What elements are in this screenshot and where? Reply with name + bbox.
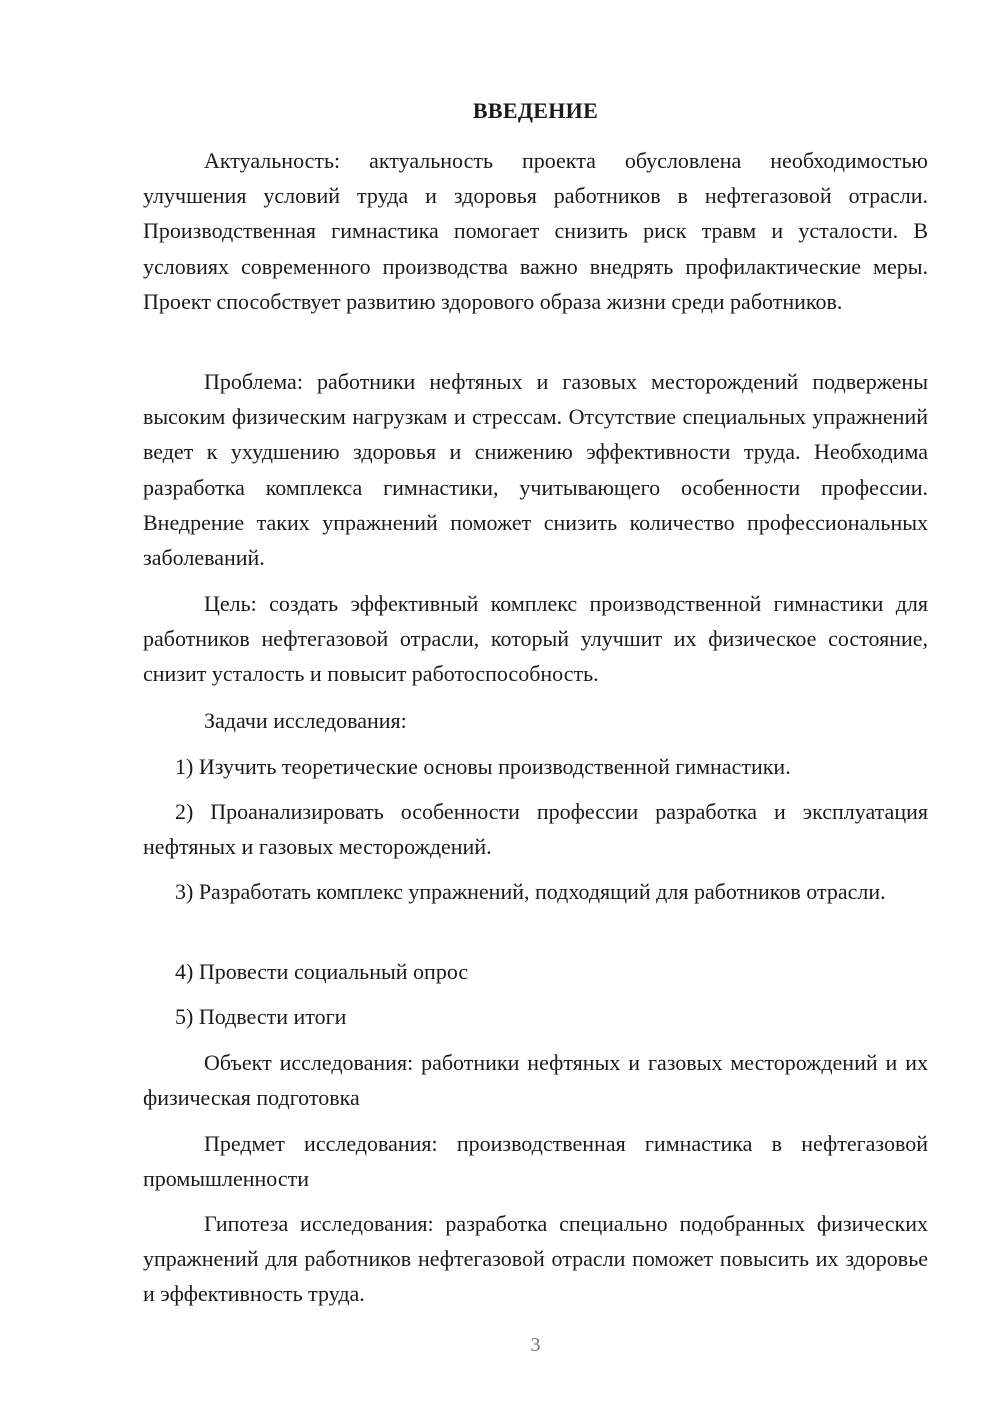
task-item-1: 1) Изучить теоретические основы производственной гимнастики. bbox=[175, 754, 791, 779]
paragraph-subject: Предмет исследования: производственная гимнастика в нефтегазовой промышленности bbox=[143, 1131, 928, 1192]
task-item-5: 5) Подвести итоги bbox=[175, 1004, 347, 1029]
page-number: 3 bbox=[530, 1334, 541, 1356]
task-item-4: 4) Провести социальный опрос bbox=[175, 959, 469, 984]
paragraph-hypothesis: Гипотеза исследования: разработка специально подобранных физических упражнений для работников нефтегазовой отрасли поможет повысить их здоровье и эффективность труда. bbox=[143, 1211, 928, 1307]
paragraph-object: Объект исследования: работники нефтяных и газовых месторождений и их физическая подготовка bbox=[143, 1050, 928, 1111]
page-title: ВВЕДЕНИЕ bbox=[472, 98, 599, 123]
paragraph-goal: Цель: создать эффективный комплекс производственной гимнастики для работников нефтегазовой отрасли, который улучшит их физическое состояние, снизит усталость и повысит работоспособность. bbox=[143, 591, 928, 687]
paragraph-problem: Проблема: работники нефтяных и газовых месторождений подвержены высоким физическим нагрузкам и стрессам. Отсутствие специальных упражнений ведет к ухудшению здоровья и снижению эффективности труда. Необходима разработка комплекса гимнастики, учитывающего особенности профессии. Внедрение таких упражнений поможет снизить количество профессиональных заболеваний. bbox=[143, 369, 928, 571]
paragraph-relevance: Актуальность: актуальность проекта обусловлена необходимостью улучшения условий труда и здоровья работников в нефтегазовой отрасли. Производственная гимнастика помогает снизить риск травм и усталости. В условиях современного производства важно внедрять профилактические меры. Проект способствует развитию здорового образа жизни среди работников. bbox=[143, 148, 928, 314]
task-item-3: 3) Разработать комплекс упражнений, подходящий для работников отрасли. bbox=[175, 879, 886, 904]
paragraph-tasks-heading: Задачи исследования: bbox=[204, 708, 407, 733]
task-item-2: 2) Проанализировать особенности профессии разработка и эксплуатация нефтяных и газовых месторождений. bbox=[143, 799, 928, 860]
document-page bbox=[143, 0, 928, 1414]
